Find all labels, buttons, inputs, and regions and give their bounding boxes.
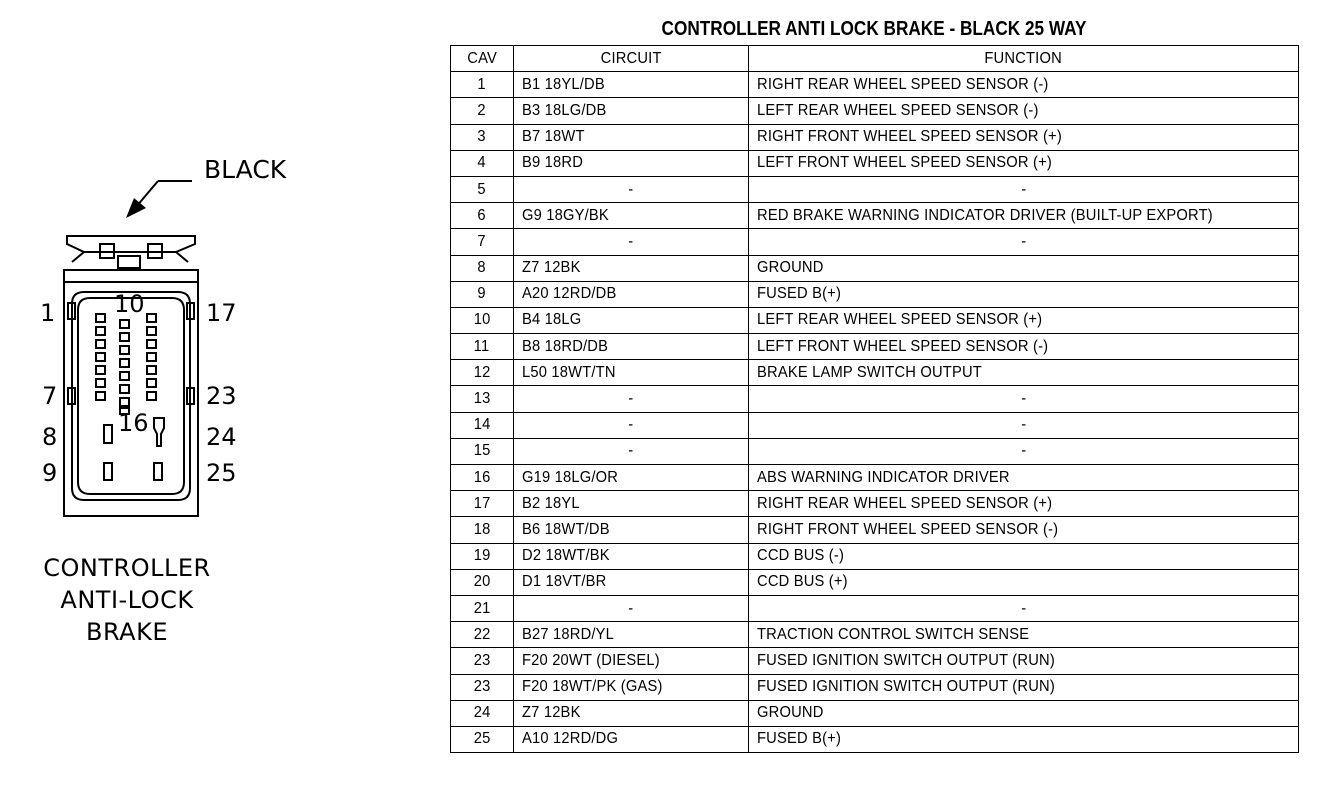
cav-cell-text: 1	[477, 75, 487, 93]
cav-cell-text: 12	[473, 363, 491, 381]
pin-label-7: 7	[42, 382, 58, 410]
circuit-cell-text: L50 18WT/TN	[522, 363, 616, 381]
function-cell	[749, 674, 1299, 700]
cav-cell	[451, 700, 514, 726]
function-cell-text: GROUND	[757, 259, 824, 277]
function-cell-text: FUSED IGNITION SWITCH OUTPUT (RUN)	[757, 651, 1055, 669]
connector-color-label: BLACK	[204, 155, 287, 184]
circuit-cell	[514, 465, 749, 491]
pin-label-10: 10	[114, 290, 145, 318]
function-cell-text: FUSED B(+)	[757, 285, 842, 303]
table-row	[451, 726, 1299, 752]
cav-cell	[451, 281, 514, 307]
circuit-cell-text: B4 18LG	[522, 311, 582, 329]
cav-cell-text: 22	[473, 625, 491, 643]
function-cell	[749, 176, 1299, 202]
circuit-cell-text: B3 18LG/DB	[522, 101, 607, 119]
table-row	[451, 72, 1299, 98]
cav-cell-text: 25	[473, 730, 491, 748]
function-cell-text: -	[1020, 442, 1027, 460]
table-row	[451, 543, 1299, 569]
table-row	[451, 255, 1299, 281]
header-circuit	[514, 46, 749, 72]
cav-cell	[451, 622, 514, 648]
table-row	[451, 648, 1299, 674]
cav-cell-text: 6	[477, 206, 487, 224]
table-row	[451, 569, 1299, 595]
function-cell	[749, 543, 1299, 569]
function-cell-text: ABS WARNING INDICATOR DRIVER	[757, 468, 1010, 486]
cav-cell	[451, 465, 514, 491]
function-cell-text: BRAKE LAMP SWITCH OUTPUT	[757, 363, 982, 381]
function-cell	[749, 517, 1299, 543]
circuit-cell-text: D2 18WT/BK	[522, 547, 610, 565]
terminal-cavities	[96, 314, 164, 480]
cav-cell	[451, 255, 514, 281]
circuit-cell	[514, 307, 749, 333]
circuit-cell-text: -	[628, 232, 634, 250]
function-cell	[749, 255, 1299, 281]
function-cell	[749, 491, 1299, 517]
function-cell	[749, 465, 1299, 491]
circuit-cell	[514, 569, 749, 595]
table-row	[451, 98, 1299, 124]
function-cell	[749, 150, 1299, 176]
function-cell-text: RIGHT REAR WHEEL SPEED SENSOR (+)	[757, 494, 1053, 512]
function-cell	[749, 72, 1299, 98]
cav-cell-text: 18	[473, 520, 491, 538]
pinout-table	[450, 45, 1299, 753]
pin-label-17: 17	[206, 299, 237, 327]
circuit-cell	[514, 255, 749, 281]
function-cell	[749, 622, 1299, 648]
circuit-cell-text: D1 18VT/BR	[522, 573, 607, 591]
table-row	[451, 334, 1299, 360]
table-row	[451, 307, 1299, 333]
table-row	[451, 700, 1299, 726]
circuit-cell	[514, 98, 749, 124]
cav-cell-text: 3	[477, 128, 487, 146]
circuit-cell-text: B2 18YL	[522, 494, 580, 512]
table-row	[451, 386, 1299, 412]
cav-cell	[451, 491, 514, 517]
function-cell-text: RIGHT REAR WHEEL SPEED SENSOR (-)	[757, 75, 1049, 93]
circuit-cell-text: B6 18WT/DB	[522, 520, 610, 538]
pin-label-23: 23	[206, 382, 237, 410]
function-cell-text: RIGHT FRONT WHEEL SPEED SENSOR (+)	[757, 128, 1062, 146]
circuit-cell	[514, 360, 749, 386]
cav-cell	[451, 517, 514, 543]
circuit-cell	[514, 281, 749, 307]
function-cell-text: -	[1020, 180, 1027, 198]
cav-cell-text: 9	[477, 285, 487, 303]
circuit-cell	[514, 150, 749, 176]
cav-cell	[451, 334, 514, 360]
function-cell-text: -	[1020, 599, 1027, 617]
function-cell	[749, 360, 1299, 386]
table-row	[451, 203, 1299, 229]
cav-cell	[451, 438, 514, 464]
cav-cell-text: 23	[473, 678, 491, 696]
circuit-cell	[514, 595, 749, 621]
circuit-cell	[514, 176, 749, 202]
function-cell-text: CCD BUS (+)	[757, 573, 848, 591]
cav-cell-text: 21	[473, 599, 491, 617]
circuit-cell	[514, 124, 749, 150]
function-cell-text: GROUND	[757, 704, 824, 722]
function-cell-text: LEFT REAR WHEEL SPEED SENSOR (+)	[757, 311, 1043, 329]
function-cell-text: TRACTION CONTROL SWITCH SENSE	[757, 625, 1030, 643]
function-cell	[749, 229, 1299, 255]
circuit-cell	[514, 72, 749, 98]
cav-cell	[451, 674, 514, 700]
circuit-cell-text: G19 18LG/OR	[522, 468, 619, 486]
function-cell	[749, 412, 1299, 438]
cav-cell-text: 4	[477, 154, 487, 172]
pin-label-8: 8	[42, 423, 58, 451]
pin-label-1: 1	[40, 299, 56, 327]
circuit-cell	[514, 438, 749, 464]
cav-cell	[451, 150, 514, 176]
function-cell	[749, 569, 1299, 595]
table-row	[451, 674, 1299, 700]
cav-cell	[451, 98, 514, 124]
cav-cell-text: 13	[473, 390, 491, 408]
circuit-cell	[514, 674, 749, 700]
cav-cell-text: 19	[473, 547, 491, 565]
circuit-cell	[514, 386, 749, 412]
circuit-cell-text: B9 18RD	[522, 154, 584, 172]
circuit-cell-text: B7 18WT	[522, 128, 585, 146]
cav-cell	[451, 176, 514, 202]
table-row	[451, 517, 1299, 543]
circuit-cell	[514, 543, 749, 569]
function-cell	[749, 281, 1299, 307]
table-header-row	[451, 46, 1299, 72]
circuit-cell-text: G9 18GY/BK	[522, 206, 609, 224]
function-cell	[749, 386, 1299, 412]
table-row	[451, 360, 1299, 386]
header-cav	[451, 46, 514, 72]
function-cell	[749, 648, 1299, 674]
function-cell-text: -	[1020, 416, 1027, 434]
function-cell	[749, 334, 1299, 360]
cav-cell-text: 17	[473, 494, 491, 512]
cav-cell	[451, 203, 514, 229]
table-row	[451, 595, 1299, 621]
function-cell	[749, 124, 1299, 150]
function-cell-text: RED BRAKE WARNING INDICATOR DRIVER (BUILT-UP EXPORT)	[757, 206, 1213, 224]
function-cell	[749, 726, 1299, 752]
header-function-text: FUNCTION	[984, 49, 1063, 67]
cav-cell	[451, 72, 514, 98]
cav-cell	[451, 386, 514, 412]
table-row	[451, 465, 1299, 491]
circuit-cell	[514, 622, 749, 648]
header-function	[749, 46, 1299, 72]
pin-label-16: 16	[118, 409, 149, 437]
circuit-cell-text: -	[628, 599, 634, 617]
circuit-cell	[514, 700, 749, 726]
circuit-cell	[514, 334, 749, 360]
table-row	[451, 176, 1299, 202]
circuit-cell-text: B1 18YL/DB	[522, 75, 605, 93]
cav-cell	[451, 569, 514, 595]
cav-cell	[451, 360, 514, 386]
cav-cell-text: 2	[477, 101, 487, 119]
circuit-cell-text: -	[628, 390, 634, 408]
circuit-cell	[514, 203, 749, 229]
cav-cell-text: 23	[473, 651, 491, 669]
cav-cell-text: 10	[473, 311, 491, 329]
function-cell	[749, 595, 1299, 621]
circuit-cell-text: Z7 12BK	[522, 704, 581, 722]
circuit-cell	[514, 726, 749, 752]
circuit-cell-text: Z7 12BK	[522, 259, 581, 277]
cav-cell-text: 5	[477, 180, 487, 198]
cav-cell	[451, 412, 514, 438]
table-row	[451, 491, 1299, 517]
cav-cell-text: 11	[474, 337, 490, 355]
table-row	[451, 438, 1299, 464]
cav-cell-text: 8	[477, 259, 487, 277]
function-cell	[749, 203, 1299, 229]
function-cell	[749, 438, 1299, 464]
cav-cell-text: 20	[473, 573, 491, 591]
circuit-cell-text: F20 18WT/PK (GAS)	[522, 678, 663, 696]
connector-caption	[22, 552, 232, 648]
caption-line-1: CONTROLLER	[43, 554, 211, 582]
circuit-cell-text: F20 20WT (DIESEL)	[522, 651, 660, 669]
table-row	[451, 229, 1299, 255]
cav-cell	[451, 124, 514, 150]
function-cell	[749, 700, 1299, 726]
cav-cell-text: 24	[473, 704, 491, 722]
circuit-cell	[514, 517, 749, 543]
circuit-cell-text: -	[628, 180, 634, 198]
circuit-cell	[514, 412, 749, 438]
function-cell-text: LEFT FRONT WHEEL SPEED SENSOR (+)	[757, 154, 1052, 172]
connector-latch	[67, 236, 195, 252]
function-cell-text: LEFT FRONT WHEEL SPEED SENSOR (-)	[757, 337, 1049, 355]
color-pointer-arrowhead	[126, 198, 146, 218]
circuit-cell-text: A20 12RD/DB	[522, 285, 617, 303]
caption-line-3: BRAKE	[86, 618, 168, 646]
circuit-cell-text: B27 18RD/YL	[522, 625, 615, 643]
table-row	[451, 281, 1299, 307]
circuit-cell-text: A10 12RD/DG	[522, 730, 619, 748]
function-cell-text: RIGHT FRONT WHEEL SPEED SENSOR (-)	[757, 520, 1059, 538]
cav-cell	[451, 726, 514, 752]
function-cell	[749, 98, 1299, 124]
circuit-cell	[514, 648, 749, 674]
pin-label-9: 9	[42, 459, 58, 487]
function-cell-text: -	[1020, 232, 1027, 250]
pinout-rows	[451, 72, 1299, 753]
cav-cell	[451, 229, 514, 255]
circuit-cell-text: -	[628, 442, 634, 460]
cav-cell	[451, 543, 514, 569]
connector-diagram	[0, 0, 440, 806]
table-row	[451, 412, 1299, 438]
cav-cell	[451, 307, 514, 333]
function-cell-text: FUSED IGNITION SWITCH OUTPUT (RUN)	[757, 678, 1055, 696]
table-row	[451, 124, 1299, 150]
cav-cell-text: 14	[473, 416, 491, 434]
function-cell-text: -	[1020, 390, 1027, 408]
table-title: CONTROLLER ANTI LOCK BRAKE - BLACK 25 WAY	[661, 18, 1087, 40]
circuit-cell-text: B8 18RD/DB	[522, 337, 609, 355]
header-circuit-text: CIRCUIT	[600, 49, 662, 67]
circuit-cell	[514, 491, 749, 517]
circuit-cell-text: -	[628, 416, 634, 434]
connector-housing-inner	[72, 292, 190, 500]
function-cell	[749, 307, 1299, 333]
function-cell-text: LEFT REAR WHEEL SPEED SENSOR (-)	[757, 101, 1039, 119]
cav-cell-text: 16	[473, 468, 491, 486]
cav-cell	[451, 648, 514, 674]
pin-label-25: 25	[206, 459, 237, 487]
pin-label-24: 24	[206, 423, 237, 451]
circuit-cell	[514, 229, 749, 255]
table-row	[451, 150, 1299, 176]
cav-cell	[451, 595, 514, 621]
function-cell-text: FUSED B(+)	[757, 730, 842, 748]
cav-cell-text: 15	[473, 442, 491, 460]
function-cell-text: CCD BUS (-)	[757, 547, 845, 565]
caption-line-2: ANTI-LOCK	[60, 586, 194, 614]
table-row	[451, 622, 1299, 648]
cav-cell-text: 7	[477, 232, 487, 250]
header-cav-text: CAV	[467, 49, 497, 67]
